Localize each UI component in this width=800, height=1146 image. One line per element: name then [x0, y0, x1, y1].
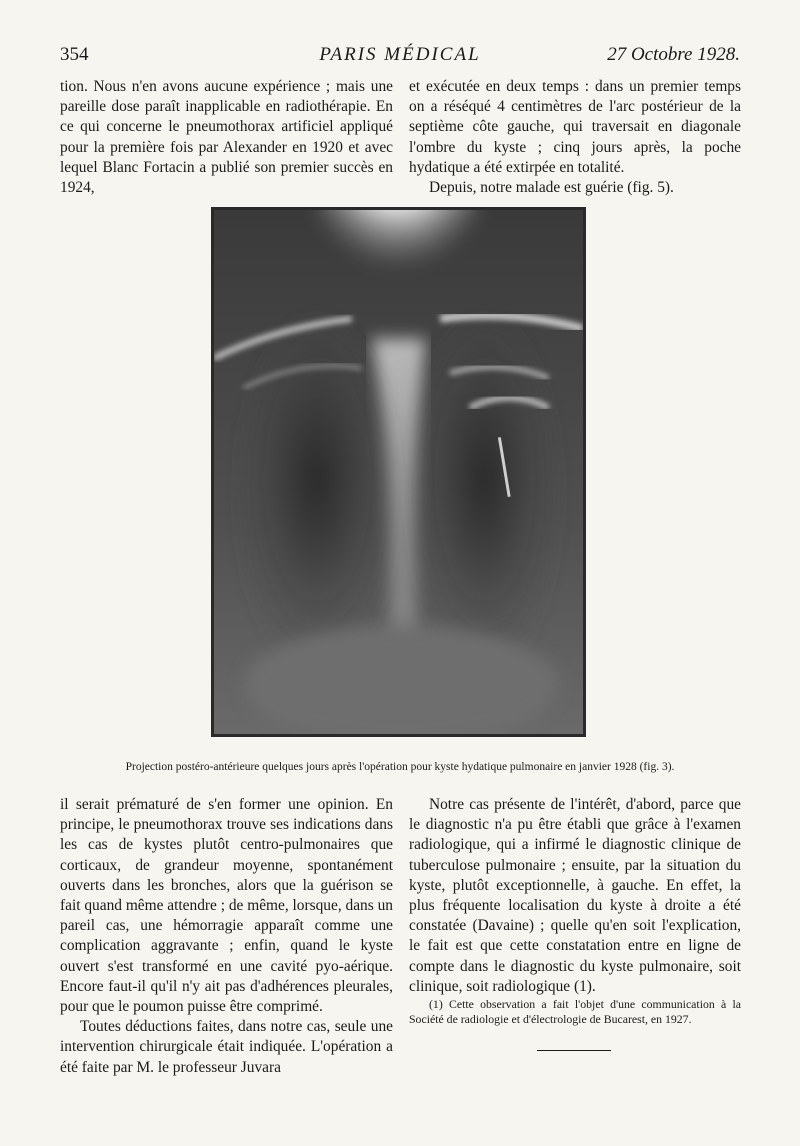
- paragraph: il serait prématuré de s'en former une opinion. En principe, le pneumothorax trouve ses indications dans les cas de kystes plutôt centro-pulmonaires que corticaux, de grandeur moyenne, spontanément ouverts dans les bronches, alors que la guérison se fait quand même attendre ; de même, lorsque, dans un pareil cas, une hémorragie apparaît comme une complication aggravante ; enfin, quand le kyste ouvert s'est transformé en une cavité pyo-aérique. Encore faut-il qu'il n'y ait pas d'adhérences pleurales, pour que le poumon puisse être comprimé.: [60, 796, 393, 1016]
- paragraph: tion. Nous n'en avons aucune expérience ; mais une pareille dose paraît inapplicable en radiothérapie. En ce qui concerne le pneumothorax artificiel appliqué pour la première fois par Alexander en 1920 et avec lequel Blanc Fortacin a publié son premier succès en 1924,: [60, 78, 393, 197]
- paragraph: Depuis, notre malade est guérie (fig. 5).: [429, 179, 674, 197]
- journal-title: PARIS MÉDICAL: [319, 44, 481, 65]
- bottom-left-column: [60, 795, 393, 1078]
- issue-date: 27 Octobre 1928.: [607, 44, 740, 65]
- top-right-column: [409, 77, 741, 198]
- footnote: (1) Cette observation a fait l'objet d'une communication à la Société de radiologie et d'électrologie de Bucarest, en 1927.: [409, 997, 741, 1027]
- xray-image: [214, 210, 583, 734]
- page-header: [60, 44, 740, 72]
- xray-figure: [211, 207, 586, 737]
- page-number: 354: [60, 44, 89, 65]
- top-left-column: [60, 77, 393, 198]
- bottom-right-column: [409, 795, 741, 1027]
- end-rule: [537, 1050, 611, 1051]
- paragraph: et exécutée en deux temps : dans un premier temps on a réséqué 4 centimètres de l'arc postérieur de la septième côte gauche, qui traversait en diagonale l'ombre du kyste ; cinq jours après, la poche hydatique a été extirpée en totalité.: [409, 78, 741, 176]
- paragraph: Toutes déductions faites, dans notre cas, seule une intervention chirurgicale était indiquée. L'opération a été faite par M. le professeur Juvara: [60, 1018, 393, 1076]
- figure-caption: Projection postéro-antérieure quelques jours après l'opération pour kyste hydatique pulmonaire en janvier 1928 (fig. 3).: [125, 761, 675, 773]
- paragraph: Notre cas présente de l'intérêt, d'abord, parce que le diagnostic n'a pu être établi que grâce à l'examen radiologique, qui a infirmé le diagnostic clinique de tuberculose pulmonaire ; ensuite, par la situation du kyste, plutôt exceptionnelle, à gauche. En effet, la plus fréquente localisation du kyste à droite a été constatée (Davaine) ; quelle qu'en soit l'explication, le fait est que cette constatation entre en ligne de compte dans le diagnostic du kyste pulmonaire, soit clinique, soit radiologique (1).: [409, 796, 741, 995]
